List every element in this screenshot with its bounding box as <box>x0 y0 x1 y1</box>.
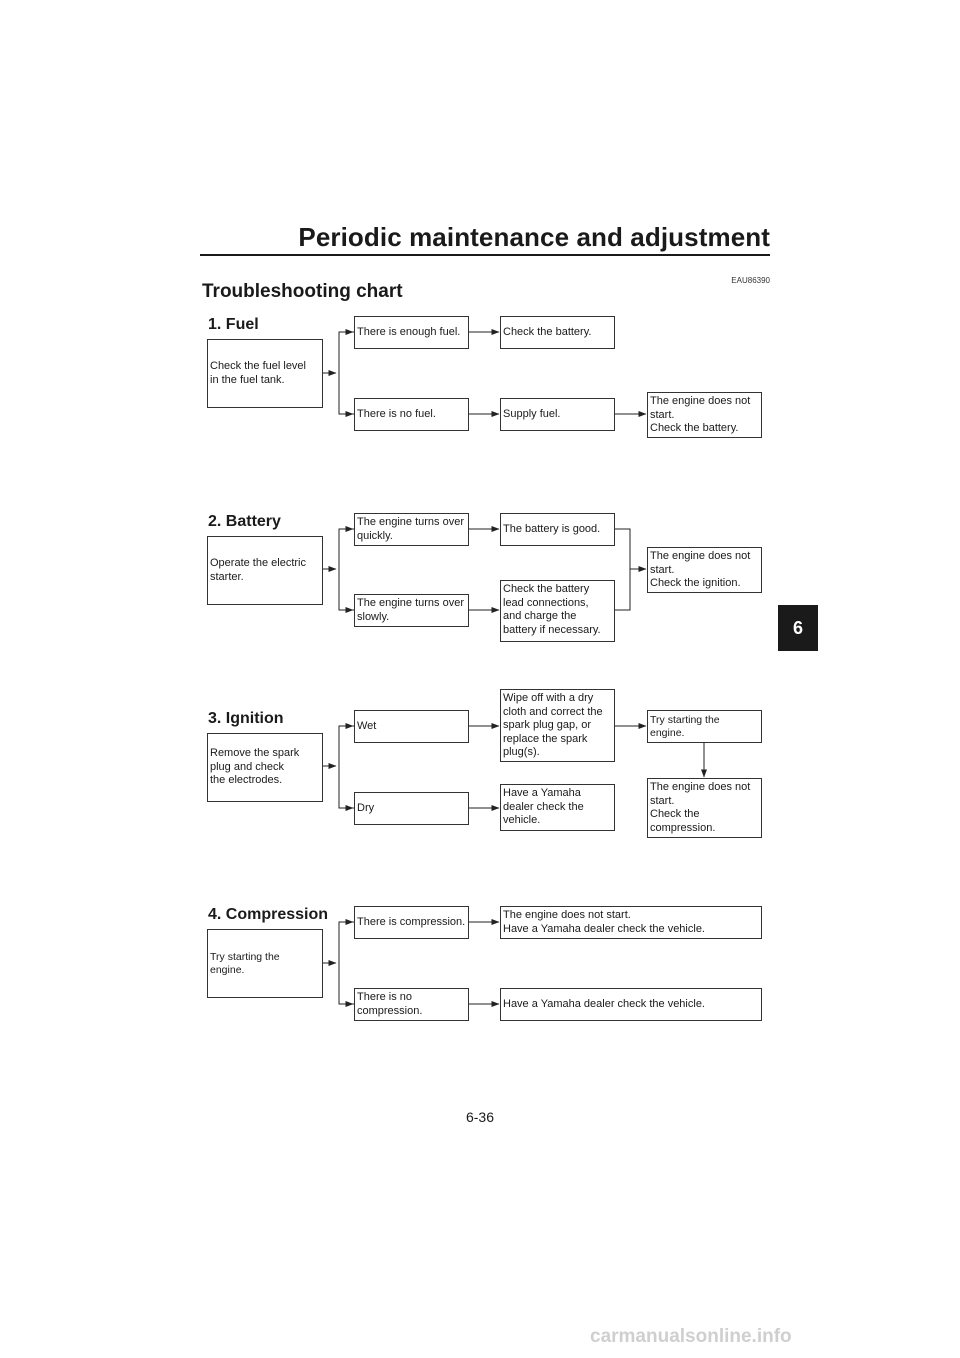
fuel-check-box <box>207 339 323 408</box>
battery-leads-text: Check the battery lead connections, and charge the battery if necessary. <box>503 583 601 636</box>
ignition-heading: 3. Ignition <box>208 710 284 727</box>
fuel-enough-text: There is enough fuel. <box>357 325 461 338</box>
compression-heading: 4. Compression <box>208 906 329 923</box>
chapter-tab: 6 <box>778 605 818 651</box>
battery-slow-box <box>354 594 469 627</box>
fuel-none-box <box>354 398 469 431</box>
fuel-check-text: Check the fuel level in the fuel tank. <box>210 360 306 386</box>
ignition-not-start-text: The engine does not start. Check the compression. <box>650 781 751 834</box>
fuel-enough-box <box>354 316 469 349</box>
fuel-none-text: There is no fuel. <box>357 407 436 420</box>
fuel-supply-box <box>500 398 615 431</box>
battery-not-start-text: The engine does not start. Check the ignition. <box>650 550 751 589</box>
fuel-not-start-box <box>647 392 762 438</box>
compression-none-text: There is no compression. <box>357 991 423 1017</box>
compression-has-box <box>354 906 469 939</box>
ignition-dealer-text: Have a Yamaha dealer check the vehicle. <box>503 787 584 826</box>
compression-has-result-box <box>500 906 762 939</box>
ignition-dry-box <box>354 792 469 825</box>
compression-try-text: Try starting the engine. <box>210 950 280 976</box>
ignition-wet-text: Wet <box>357 719 377 732</box>
battery-slow-text: The engine turns over slowly. <box>357 597 465 623</box>
ignition-dealer-box <box>500 784 615 831</box>
compression-try-box <box>207 929 323 998</box>
fuel-heading: 1. Fuel <box>208 316 259 333</box>
compression-none-result-text: Have a Yamaha dealer check the vehicle. <box>503 997 705 1010</box>
ignition-try-box <box>647 710 762 743</box>
battery-operate-box <box>207 536 323 605</box>
ignition-try-text: Try starting the engine. <box>650 713 720 739</box>
ignition-remove-text: Remove the spark plug and check the electrodes. <box>210 747 300 787</box>
compression-has-result-text: The engine does not start. Have a Yamaha dealer check the vehicle. <box>503 909 705 935</box>
battery-heading: 2. Battery <box>208 513 281 530</box>
compression-none-box <box>354 988 469 1021</box>
compression-none-result-box <box>500 988 762 1021</box>
section-code: EAU86390 <box>731 276 770 285</box>
ignition-remove-box <box>207 733 323 802</box>
battery-operate-text: Operate the electric starter. <box>210 557 306 583</box>
section-heading: Troubleshooting chart <box>202 281 403 302</box>
ignition-wet-box <box>354 710 469 743</box>
battery-quick-box <box>354 513 469 546</box>
ignition-not-start-box <box>647 778 762 838</box>
battery-leads-box <box>500 580 615 642</box>
battery-good-box <box>500 513 615 546</box>
ignition-wipe-box <box>500 689 615 762</box>
watermark: carmanualsonline.info <box>590 1326 792 1347</box>
fuel-not-start-text: The engine does not start. Check the battery. <box>650 395 751 434</box>
fuel-supply-text: Supply fuel. <box>503 407 561 420</box>
ignition-wipe-text: Wipe off with a dry cloth and correct the spark plug gap, or replace the spark plug(s). <box>503 692 603 758</box>
ignition-dry-text: Dry <box>357 801 375 814</box>
page-number: 6-36 <box>465 1109 495 1125</box>
fuel-check-battery-box <box>500 316 615 349</box>
battery-good-text: The battery is good. <box>503 522 601 535</box>
battery-not-start-box <box>647 547 762 593</box>
compression-has-text: There is compression. <box>357 915 466 928</box>
fuel-check-battery-text: Check the battery. <box>503 325 592 338</box>
battery-quick-text: The engine turns over quickly. <box>357 516 465 542</box>
page-title: Periodic maintenance and adjustment <box>298 222 770 252</box>
